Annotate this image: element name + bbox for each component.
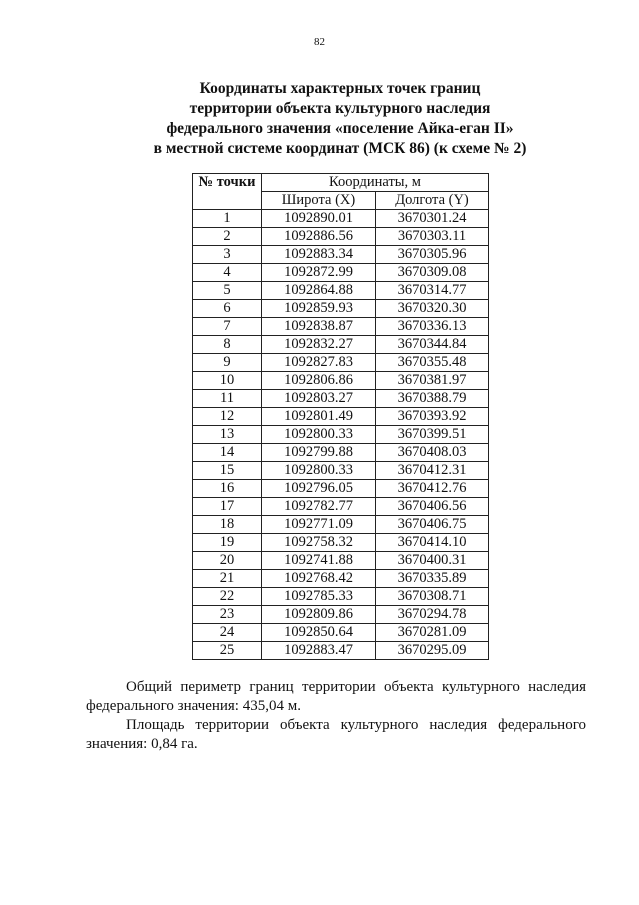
latitude-cell: 1092809.86 [262,606,376,624]
latitude-cell: 1092806.86 [262,372,376,390]
table-row [193,318,489,336]
coordinates-table [192,173,489,660]
point-number-cell: 25 [193,642,262,660]
latitude-cell: 1092850.64 [262,624,376,642]
point-number-cell: 16 [193,480,262,498]
longitude-cell: 3670320.30 [376,300,489,318]
latitude-cell: 1092886.56 [262,228,376,246]
latitude-cell: 1092803.27 [262,390,376,408]
latitude-cell: 1092768.42 [262,570,376,588]
perimeter-text-line2: федерального значения: 435,04 м. [86,698,301,714]
latitude-cell: 1092883.34 [262,246,376,264]
latitude-cell: 1092864.88 [262,282,376,300]
longitude-cell: 3670400.31 [376,552,489,570]
title-line: в местной системе координат (МСК 86) (к схеме № 2) [153,140,527,157]
table-row [193,552,489,570]
title-line: федерального значения «поселение Айка-еган II» [166,120,514,137]
latitude-cell: 1092827.83 [262,354,376,372]
point-number-cell: 6 [193,300,262,318]
longitude-cell: 3670314.77 [376,282,489,300]
latitude-cell: 1092890.01 [262,210,376,228]
point-number-cell: 24 [193,624,262,642]
longitude-cell: 3670393.92 [376,408,489,426]
table-row [193,354,489,372]
point-number-cell: 14 [193,444,262,462]
point-number-cell: 22 [193,588,262,606]
latitude-cell: 1092796.05 [262,480,376,498]
table-row [193,588,489,606]
point-number-cell: 17 [193,498,262,516]
table-row [193,408,489,426]
longitude-cell: 3670412.31 [376,462,489,480]
longitude-cell: 3670412.76 [376,480,489,498]
longitude-cell: 3670303.11 [376,228,489,246]
table-row [193,426,489,444]
table-row [193,282,489,300]
point-number-cell: 12 [193,408,262,426]
table-row [193,390,489,408]
latitude-cell: 1092883.47 [262,642,376,660]
page-number: 82 [314,36,325,48]
latitude-cell: 1092741.88 [262,552,376,570]
header-coordinates: Координаты, м [262,174,489,192]
table-row [193,264,489,282]
header-longitude: Долгота (Y) [376,192,489,210]
point-number-cell: 10 [193,372,262,390]
longitude-cell: 3670381.97 [376,372,489,390]
area-paragraph [86,716,586,754]
table-row [193,516,489,534]
latitude-cell: 1092859.93 [262,300,376,318]
point-number-cell: 13 [193,426,262,444]
point-number-cell: 23 [193,606,262,624]
longitude-cell: 3670295.09 [376,642,489,660]
table-row [193,228,489,246]
point-number-cell: 11 [193,390,262,408]
point-number-cell: 19 [193,534,262,552]
table-row [193,246,489,264]
table-row [193,624,489,642]
table-row [193,534,489,552]
table-row [193,300,489,318]
longitude-cell: 3670281.09 [376,624,489,642]
table-row [193,336,489,354]
table-body [193,210,489,660]
latitude-cell: 1092800.33 [262,426,376,444]
point-number-cell: 20 [193,552,262,570]
latitude-cell: 1092872.99 [262,264,376,282]
longitude-cell: 3670399.51 [376,426,489,444]
latitude-cell: 1092799.88 [262,444,376,462]
area-text-line1: Площадь территории объекта культурного наследия федерального [126,717,586,733]
longitude-cell: 3670344.84 [376,336,489,354]
point-number-cell: 21 [193,570,262,588]
document-title [60,79,620,159]
latitude-cell: 1092801.49 [262,408,376,426]
table-row [193,462,489,480]
longitude-cell: 3670408.03 [376,444,489,462]
longitude-cell: 3670309.08 [376,264,489,282]
latitude-cell: 1092782.77 [262,498,376,516]
header-latitude: Широта (X) [262,192,376,210]
latitude-cell: 1092800.33 [262,462,376,480]
table-row [193,498,489,516]
latitude-cell: 1092785.33 [262,588,376,606]
latitude-cell: 1092832.27 [262,336,376,354]
longitude-cell: 3670355.48 [376,354,489,372]
longitude-cell: 3670406.75 [376,516,489,534]
longitude-cell: 3670336.13 [376,318,489,336]
title-line: Координаты характерных точек границ [199,80,481,97]
table-row [193,444,489,462]
longitude-cell: 3670308.71 [376,588,489,606]
perimeter-text-line1: Общий периметр границ территории объекта культурного наследия [126,679,586,695]
latitude-cell: 1092758.32 [262,534,376,552]
point-number-cell: 4 [193,264,262,282]
table-row [193,372,489,390]
longitude-cell: 3670294.78 [376,606,489,624]
point-number-cell: 1 [193,210,262,228]
table-row [193,606,489,624]
table-row [193,210,489,228]
point-number-cell: 9 [193,354,262,372]
perimeter-paragraph [86,678,586,716]
point-number-cell: 3 [193,246,262,264]
point-number-cell: 8 [193,336,262,354]
table-row [193,642,489,660]
longitude-cell: 3670388.79 [376,390,489,408]
longitude-cell: 3670301.24 [376,210,489,228]
longitude-cell: 3670414.10 [376,534,489,552]
longitude-cell: 3670305.96 [376,246,489,264]
point-number-cell: 18 [193,516,262,534]
area-text-line2: значения: 0,84 га. [86,736,198,752]
longitude-cell: 3670406.56 [376,498,489,516]
table-row [193,480,489,498]
table-row [193,570,489,588]
title-line: территории объекта культурного наследия [189,100,491,117]
point-number-cell: 2 [193,228,262,246]
point-number-cell: 7 [193,318,262,336]
point-number-cell: 15 [193,462,262,480]
point-number-cell: 5 [193,282,262,300]
header-point-no: № точки [193,174,262,210]
latitude-cell: 1092838.87 [262,318,376,336]
longitude-cell: 3670335.89 [376,570,489,588]
latitude-cell: 1092771.09 [262,516,376,534]
